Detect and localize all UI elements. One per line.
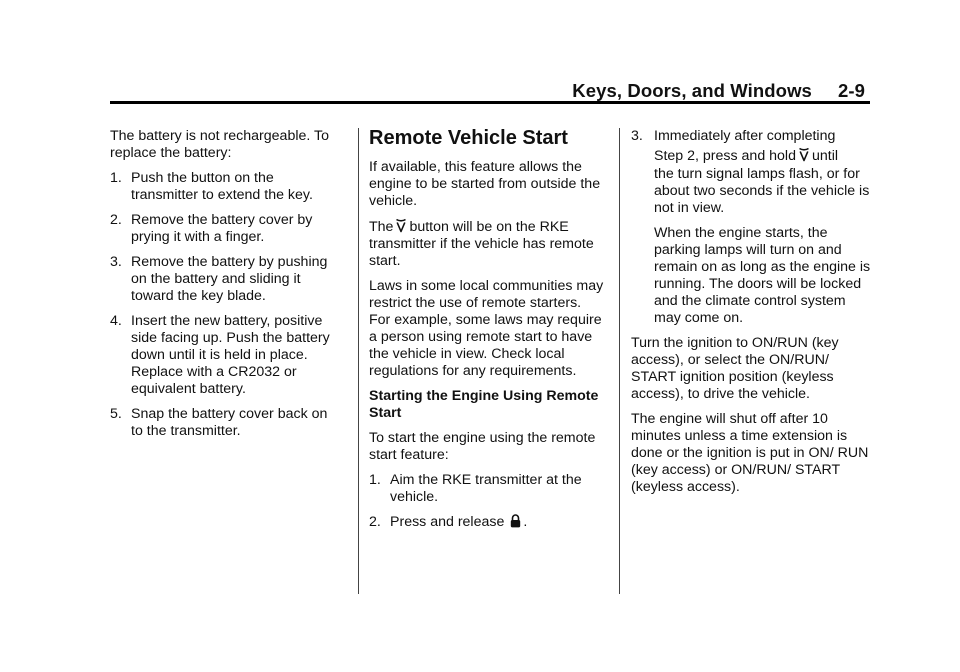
text-fragment: .	[523, 514, 528, 530]
step-text: Push the button on the transmitter to extend the key.	[131, 170, 313, 203]
paragraph: To start the engine using the remote start feature:	[369, 430, 596, 463]
step-number: 5.	[110, 406, 122, 422]
page-header	[572, 80, 865, 102]
start-step	[369, 514, 605, 531]
paragraph: Turn the ignition to ON/RUN (key access), or select the ON/RUN/ START ignition position (keyless access), to drive the vehicle.	[631, 335, 839, 402]
column-divider-2	[619, 128, 620, 594]
step-subtext: When the engine starts, the parking lamps will turn on and remain on as long as the engine is running. The doors will be locked and the climate control system may come on.	[654, 225, 871, 326]
text-fragment: The	[369, 219, 394, 235]
paragraph-remote-start-button	[369, 218, 605, 270]
step-number: 3.	[631, 128, 643, 144]
battery-step	[110, 313, 342, 398]
paragraph: Laws in some local communities may restrict the use of remote starters. For example, some laws may require a person using remote start to have the vehicle in view. Check local regulations for any requirements.	[369, 278, 604, 379]
column-1	[110, 128, 342, 448]
start-step	[369, 472, 605, 506]
header-rule	[110, 101, 870, 104]
step-text: Immediately after completing	[654, 128, 836, 144]
text-fragment: button will be on the RKE transmitter if the vehicle has remote start.	[369, 219, 594, 269]
section-title: Keys, Doors, and Windows	[572, 80, 812, 101]
step-text: Remove the battery by pushing on the battery and sliding it toward the key blade.	[131, 254, 328, 304]
step-number: 3.	[110, 254, 122, 270]
subheading: Starting the Engine Using Remote Start	[369, 388, 599, 421]
battery-step	[110, 406, 342, 440]
text-fragment: until	[811, 148, 839, 164]
battery-step	[110, 212, 342, 246]
step-text: Insert the new battery, positive side facing up. Push the battery down until it is held in place. Replace with a CR2032 or equivalent battery.	[131, 313, 330, 397]
step-text: Step 2, press and hold	[654, 148, 796, 164]
step-text: Aim the RKE transmitter at the vehicle.	[390, 472, 582, 505]
step-number: 4.	[110, 313, 122, 329]
lock-icon	[510, 514, 521, 528]
step-text: Remove the battery cover by prying it with a finger.	[131, 212, 313, 245]
battery-step	[110, 170, 342, 204]
column-divider-1	[358, 128, 359, 594]
step-text: the turn signal lamps flash, or for about two seconds if the vehicle is not in view.	[654, 166, 870, 216]
step-number: 2.	[110, 212, 122, 228]
page-number: 2-9	[837, 80, 865, 101]
step-text: Snap the battery cover back on to the transmitter.	[131, 406, 328, 439]
battery-intro: The battery is not rechargeable. To replace the battery:	[110, 128, 329, 161]
step-number: 1.	[369, 472, 381, 488]
paragraph: The engine will shut off after 10 minutes unless a time extension is done or the ignition is put in ON/ RUN (key access) or ON/RUN/ START (keyless access).	[631, 411, 869, 495]
step-text: Press and release	[390, 514, 505, 530]
paragraph: If available, this feature allows the engine to be started from outside the vehicle.	[369, 159, 601, 209]
section-heading: Remote Vehicle Start	[369, 127, 568, 149]
step-number: 1.	[110, 170, 122, 186]
battery-step	[110, 254, 342, 305]
start-step	[631, 128, 871, 327]
column-3	[631, 128, 871, 504]
column-2	[369, 128, 605, 539]
remote-start-icon	[395, 218, 407, 233]
step-number: 2.	[369, 514, 381, 530]
remote-start-icon	[798, 147, 810, 162]
